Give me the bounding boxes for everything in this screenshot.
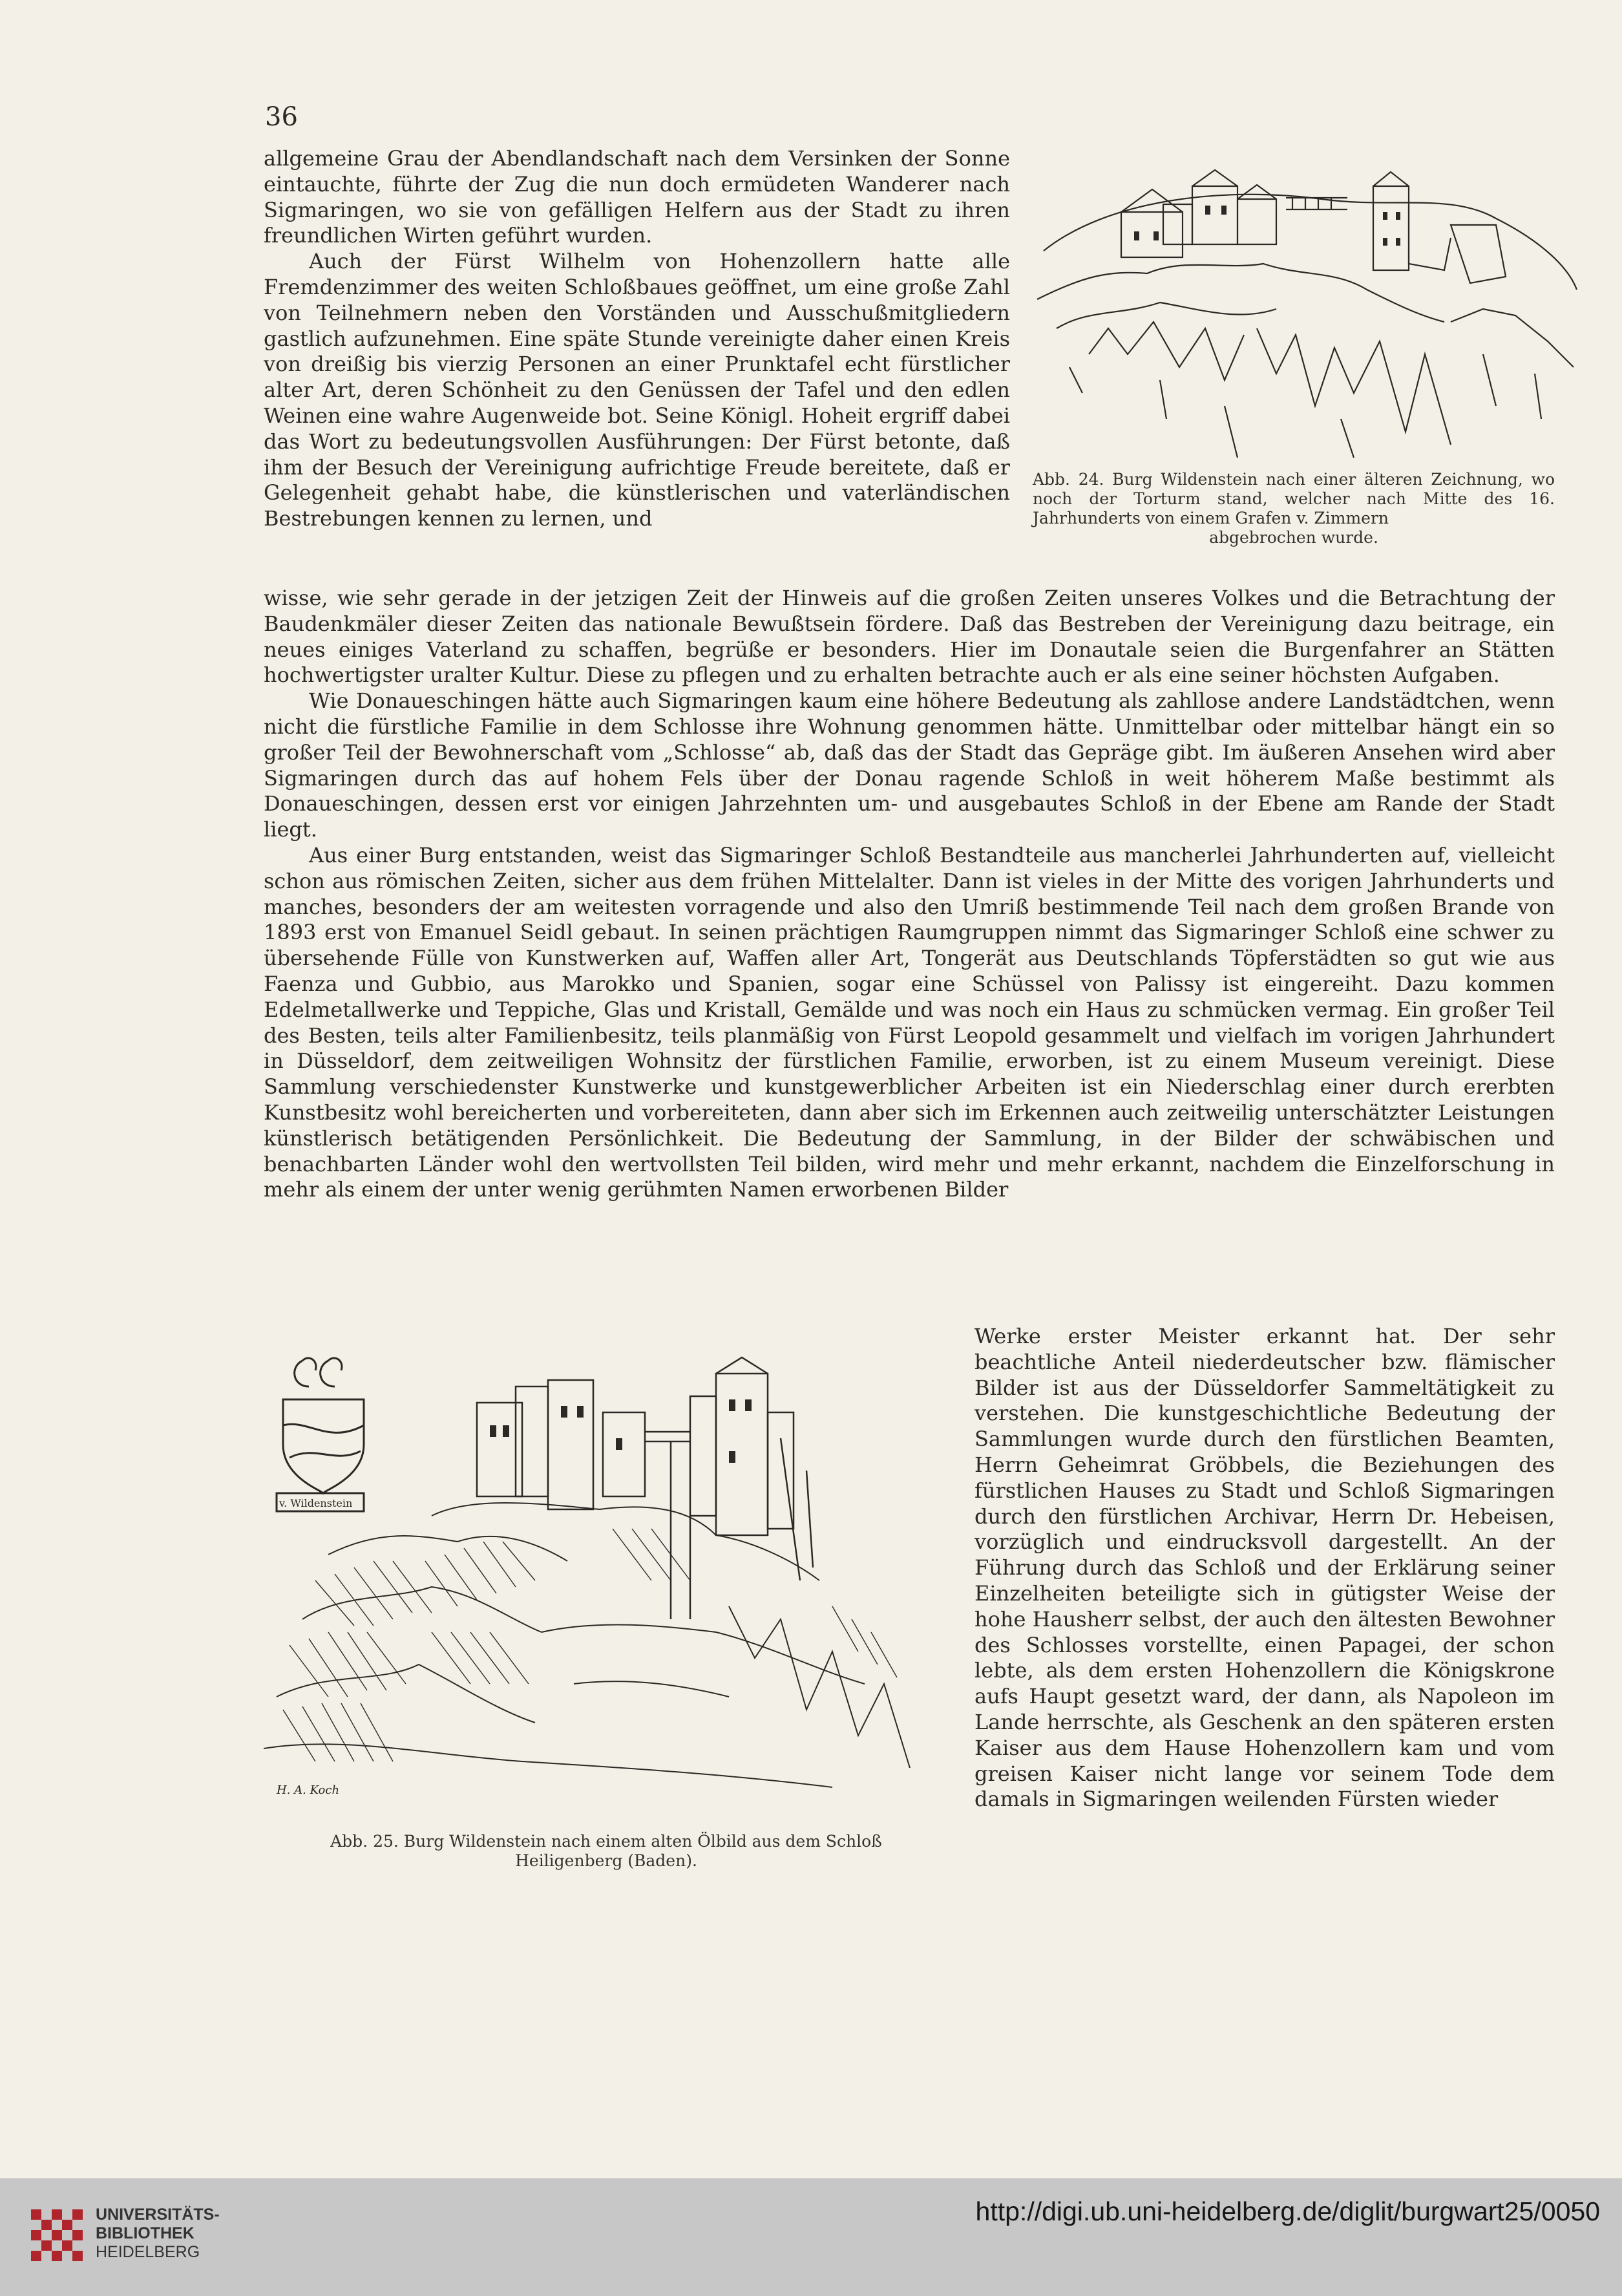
page-number: 36: [265, 102, 298, 132]
text-column-full-width: [264, 586, 1555, 1319]
text-column-right-lower: [974, 1324, 1555, 1886]
paragraph: allgemeine Grau der Abendlandschaft nach dem Versinken der Sonne eintauchte, führte der Zug die nun doch ermüdeten Wanderer nach Sigmaringen, wo sie von gefälligen Helfern aus der Stadt zu ihren freundlichen Wirten geführt wurden.: [264, 146, 1010, 248]
coat-of-arms-label: v. Wildenstein: [279, 1497, 353, 1509]
library-name-line3: HEIDELBERG: [96, 2243, 200, 2261]
caption-line: Heiligenberg (Baden).: [515, 1851, 697, 1870]
university-logo-icon[interactable]: [25, 2203, 89, 2268]
figure-25-caption: [264, 1832, 949, 1871]
paragraph: Aus einer Burg entstanden, weist das Sigmaringer Schloß Bestandteile aus mancherlei Jahrhunderten auf, vielleicht schon aus römischen Zeiten, sicher aus dem frühen Mittelalter. Dann ist vieles in der Mitte des vorigen Jahrhunderts und manches, besonders der am weitesten vorragende und also den Umriß bestimmende Teil nach dem großen Brande von 1893 erst von Emanuel Seidl gebaut. In seinen prächtigen Raumgruppen nimmt das Sigmaringer Schloß eine schwer zu übersehende Fülle von Kunstwerken auf, Waffen aller Art, Tongerät aus Deutschlands Töpferstädten so gut wie aus Faenza und Gubbio, aus Marokko und Spanien, sogar eine Schüssel von Palissy ist eingereiht. Dazu kommen Edelmetallwerke und Teppiche, Glas und Kristall, Gemälde und was noch ein Haus zu schmücken vermag. Ein großer Teil des Besten, teils alter Familienbesitz, teils planmäßig von Fürst Leopold gesammelt und vielfach im vorigen Jahrhundert in Düsseldorf, dem zeitweiligen Wohnsitz der fürstlichen Familie, erworben, ist zu einem Museum vereinigt. Diese Sammlung verschiedenster Kunstwerke und kunstgewerblicher Arbeiten ist ein Niederschlag einer durch ererbten Kunstbesitz wohl bereicherten und vorbereiteten, dann aber sich im Erkennen auch zeitweilig unterschätzter Leistungen künstlerisch betätigenden Persönlichkeit. Die Bedeutung der Sammlung, in der Bilder der schwäbischen und benachbarten Länder wohl den wertvollsten Teil bilden, wird mehr und mehr erkannt, nachdem die Einzelforschung in mehr als einem der unter wenig gerühmten Namen erworbenen Bilder: [264, 842, 1555, 1202]
source-url-link[interactable]: http://digi.ub.uni-heidelberg.de/diglit/burgwart25/0050: [975, 2196, 1600, 2226]
coat-of-arms-icon: [277, 1358, 364, 1511]
artist-signature: H. A. Koch: [277, 1783, 340, 1797]
library-name-line1: UNIVERSITÄTS-: [96, 2206, 220, 2224]
paragraph: Auch der Fürst Wilhelm von Hohenzollern hatte alle Fremdenzimmer des weiten Schloßbaues geöffnet, um eine große Zahl von Teilnehmern neben den Vorständen und Ausschußmitgliedern gastlich aufzunehmen. Eine späte Stunde vereinigte daher einen Kreis von dreißig bis vierzig Personen an einer Prunktafel echt fürstlicher alter Art, deren Schönheit zu den Genüssen der Tafel und den edlen Weinen eine wahre Augenweide bot. Seine Königl. Hoheit ergriff dabei das Wort zu bedeutungsvollen Ausführungen: Der Fürst betonte, daß ihm der Besuch der Vereinigung aufrichtige Freude bereitete, daß er Gelegenheit gehabt habe, die künstlerischen und vaterländischen Bestrebungen kennen zu lernen, und: [264, 249, 1010, 531]
caption-text: Abb. 24. Burg Wildenstein nach einer älteren Zeichnung, wo noch der Torturm stand, welcher nach Mitte des 16. Jahrhunderts von einem Grafen v. Zimmern: [1033, 470, 1555, 527]
paragraph: Werke erster Meister erkannt hat. Der sehr beachtliche Anteil niederdeutscher bzw. flämischer Bilder ist aus der Düsseldorfer Sammeltätigkeit zu verstehen. Die kunstgeschichtliche Bedeutung der Sammlungen wurde durch den fürstlichen Beamten, Herrn Geheimrat Gröbbels, die Beziehungen des fürstlichen Hauses zu Stadt und Schloß Sigmaringen durch den fürstlichen Archivar, Herrn Dr. Hebeisen, vorzüglich und eindrucksvoll dargestellt. An der Führung durch das Schloß und der Erklärung seiner Einzelheiten beteiligte sich in gütigster Weise der hohe Hausherr selbst, der auch den ältesten Bewohner des Schlosses vorstellte, einen Papagei, der schon lebte, als dem ersten Hohenzollern die Königskrone aufs Haupt gesetzt ward, der dann, als Napoleon im Lande herrschte, als Geschenk an den späteren ersten Kaiser aus dem Hause Hohenzollern kam und vom greisen Kaiser nicht lange vor seinem Tode dem damals in Sigmaringen weilenden Fürsten wieder: [974, 1324, 1555, 1812]
figure-24-caption: [1033, 470, 1555, 547]
library-name[interactable]: [96, 2206, 220, 2262]
caption-text-last: abgebrochen wurde.: [1209, 528, 1378, 547]
library-name-line2: BIBLIOTHEK: [96, 2224, 195, 2242]
text-column-top-left: [264, 146, 1010, 586]
paragraph: wisse, wie sehr gerade in der jetzigen Zeit der Hinweis auf die großen Zeiten unseres Volkes und die Betrachtung der Baudenkmäler dieser Zeiten das nationale Bewußtsein fördere. Daß das Bestreben der Vereinigung dazu beitrage, ein neues einiges Vaterland zu schaffen, begrüße er besonders. Hier im Donautale seien die Burgenfahrer an Stätten hochwertigster uralter Kultur. Diese zu pflegen und zu erhalten betrachte auch er als eine seiner höchsten Aufgaben.: [264, 586, 1555, 688]
paragraph: Wie Donaueschingen hätte auch Sigmaringen kaum eine höhere Bedeutung als zahllose andere Landstädtchen, wenn nicht die fürstliche Familie in dem Schlosse ihre Wohnung genommen hätte. Unmittelbar oder mittelbar hängt ein so großer Teil der Bewohnerschaft vom „Schlosse“ ab, daß das der Stadt das Gepräge gibt. Im äußeren Ansehen wird aber Sigmaringen durch das auf hohem Fels über der Donau ragende Schloß in weit höherem Maße bestimmt als Donaueschingen, dessen erst vor einigen Jahrzehnten um- und ausgebautes Schloß in der Ebene am Rande der Stadt liegt.: [264, 688, 1555, 842]
figure-24-castle-drawing: [1031, 160, 1580, 464]
figure-25-castle-painting: [264, 1348, 955, 1800]
caption-line: Abb. 25. Burg Wildenstein nach einem alten Ölbild aus dem Schloß: [330, 1832, 882, 1851]
